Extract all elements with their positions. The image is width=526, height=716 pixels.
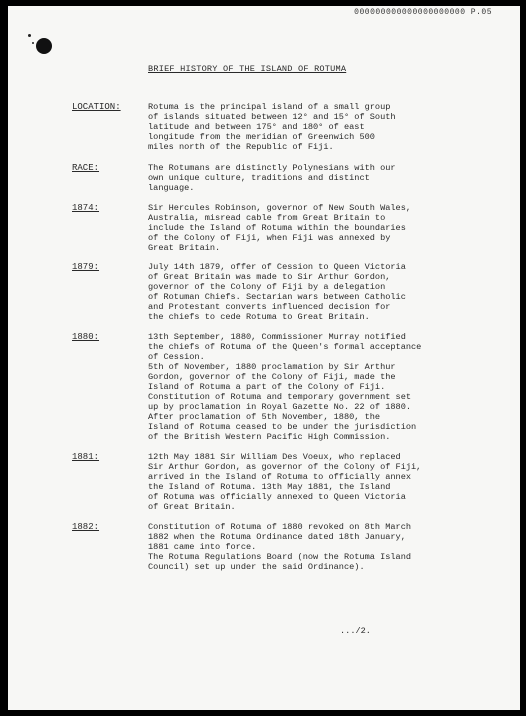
entry-text: Rotuma is the principal island of a small group of islands situated between 12° and 15° of South latitude and between 175° and 180° of east longitude from the meridian of Greenwich 500 miles north of the Republic of Fiji. [148,102,396,152]
scan-speck [32,42,34,44]
page-continuation: .../2. [340,626,371,636]
entry-text: July 14th 1879, offer of Cession to Queen Victoria of Great Britain was made to Sir Arthur Gordon, governor of the Colony of Fiji by a delegation of Rotuman Chiefs. Sectarian wars between Catholic and Protestant converts influenced decision for the chiefs to cede Rotuma to Great Britain. [148,262,406,322]
entry-label: 1881: [72,452,100,462]
entry-label: 1880: [72,332,100,342]
entry-label: RACE: [72,163,100,173]
document-page [8,6,520,710]
entry-text: Constitution of Rotuma of 1880 revoked on 8th March 1882 when the Rotuma Ordinance dated 18th January, 1881 came into force. The Rotuma Regulations Board (now the Rotuma Island Council) set up under the said Ordinance). [148,522,412,572]
entry-label: 1879: [72,262,100,272]
entry-label: LOCATION: [72,102,121,112]
entry-text: The Rotumans are distinctly Polynesians with our own unique culture, traditions and distinct language. [148,163,396,193]
fax-header: 000000000000000000000 P.05 [354,8,492,17]
entry-text: 13th September, 1880, Commissioner Murray notified the chiefs of Rotuma of the Queen's formal acceptance of Cession. 5th of November, 1880 proclamation by Sir Arthur Gordon, governor of the Colony of Fiji, made the Island of Rotuma a part of the Colony of Fiji. Constitution of Rotuma and temporary government set up by proclamation in Royal Gazette No. 22 of 1880. After proclamation of 5th November, 1880, the Island of Rotuma ceased to be under the jurisdiction of the British Western Pacific High Commission. [148,332,422,442]
entry-text: Sir Hercules Robinson, governor of New South Wales, Australia, misread cable from Great Britain to include the Island of Rotuma within the boundaries of the Colony of Fiji, when Fiji was annexed by Great Britain. [148,203,412,253]
entry-text: 12th May 1881 Sir William Des Voeux, who replaced Sir Arthur Gordon, as governor of the Colony of Fiji, arrived in the Island of Rotuma to officially annex the Island of Rotuma. 13th May 1881, the Island of Rotuma was officially annexed to Queen Victoria of Great Britain. [148,452,422,512]
scan-speck [28,34,31,37]
punch-hole-mark [36,38,52,54]
document-title: BRIEF HISTORY OF THE ISLAND OF ROTUMA [148,64,347,74]
entry-label: 1874: [72,203,100,213]
entry-label: 1882: [72,522,100,532]
